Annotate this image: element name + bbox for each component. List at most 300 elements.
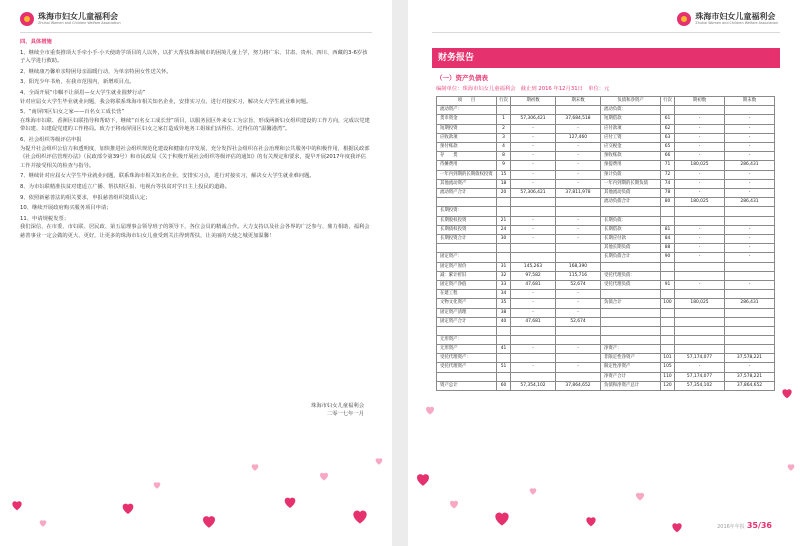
table-cell: 固定资产清理	[437, 308, 497, 317]
table-cell: 8	[497, 152, 511, 161]
heart-icon	[528, 486, 538, 496]
table-row	[437, 244, 775, 253]
table-cell: 预计负债	[601, 170, 661, 179]
table-cell: 180,025	[675, 161, 725, 170]
table-cell: 72	[661, 170, 675, 179]
table-cell: 71	[661, 161, 675, 170]
table-body	[437, 106, 775, 391]
measure-paragraph: 1、继续全市重奏推项大手牵小手·小天使助学项目的人以外，以扩大帮扶珠海城市的困境儿童上学，努力将广东、甘肃、贵州、四川、西藏的3-6岁孩子入学进行救助。	[20, 49, 368, 65]
table-cell: -	[511, 179, 556, 188]
table-cell	[661, 216, 675, 225]
heart-icon	[282, 494, 298, 510]
table-cell: 长期借款	[601, 225, 661, 234]
table-cell	[511, 372, 556, 381]
table-cell	[661, 344, 675, 353]
table-cell	[511, 244, 556, 253]
table-row	[437, 299, 775, 308]
column-header: 期末数	[556, 97, 601, 106]
table-cell	[497, 207, 511, 216]
signature-date: 二零一七年一月	[326, 411, 364, 417]
table-cell: 57,174,077	[675, 372, 725, 381]
table-row	[437, 363, 775, 372]
table-cell	[556, 207, 601, 216]
table-row	[437, 290, 775, 299]
table-cell: 15	[497, 170, 511, 179]
table-cell: -	[556, 143, 601, 152]
table-cell: 受托代理资产：	[437, 354, 497, 363]
table-cell	[437, 372, 497, 381]
table-cell	[661, 290, 675, 299]
table-cell: 长期负债合计	[601, 253, 661, 262]
table-cell: -	[725, 253, 775, 262]
logo-text	[695, 13, 778, 25]
table-cell	[511, 335, 556, 344]
heart-icon	[780, 386, 794, 400]
table-cell: 2	[497, 124, 511, 133]
brand-logo	[20, 12, 121, 26]
table-cell	[675, 327, 725, 336]
heart-icon	[38, 518, 48, 528]
table-cell: 63	[661, 133, 675, 142]
table-cell: -	[725, 143, 775, 152]
heart-icon	[414, 470, 432, 488]
table-cell: -	[556, 152, 601, 161]
table-row	[437, 124, 775, 133]
heart-icon	[448, 498, 460, 510]
table-cell	[725, 271, 775, 280]
table-cell: -	[511, 124, 556, 133]
measure-paragraph: 7、继续针对应届女大学生毕业就业问题，联系珠海市相关知名企业，安排实习点，进行对接实习，解决女大学生就业难问题。	[20, 173, 315, 180]
table-cell: 110	[661, 372, 675, 381]
table-cell	[725, 262, 775, 271]
table-cell: 无形资产：	[437, 335, 497, 344]
table-cell: 78	[661, 189, 675, 198]
heart-icon	[492, 508, 512, 528]
table-row	[437, 354, 775, 363]
table-cell: 47,681	[511, 281, 556, 290]
measure-paragraph: 9、依照新慈善法的相关要求，申报慈善组织资质认定；	[20, 194, 151, 201]
table-cell	[675, 308, 725, 317]
table-row	[437, 235, 775, 244]
table-cell: -	[556, 216, 601, 225]
right-page	[408, 0, 800, 546]
table-cell	[511, 106, 556, 115]
table-cell	[497, 244, 511, 253]
table-cell: 37,811,978	[556, 189, 601, 198]
table-row	[437, 143, 775, 152]
table-cell: 其他长期负债	[601, 244, 661, 253]
table-cell: 90	[661, 253, 675, 262]
table-cell	[725, 207, 775, 216]
table-row	[437, 262, 775, 271]
table-cell: 固定资产合计	[437, 317, 497, 326]
table-row	[437, 216, 775, 225]
table-cell	[437, 198, 497, 207]
table-cell	[511, 198, 556, 207]
table-cell: 净资产：	[601, 344, 661, 353]
table-cell: 负债合计	[601, 299, 661, 308]
table-row	[437, 317, 775, 326]
table-cell: 52,674	[556, 281, 601, 290]
table-cell: 货币资金	[437, 115, 497, 124]
table-cell	[725, 317, 775, 326]
table-cell: -	[725, 281, 775, 290]
logo-emblem-icon	[677, 12, 691, 26]
table-cell	[675, 216, 725, 225]
table-cell	[675, 344, 725, 353]
logo-name-cn: 珠海市妇女儿童福利会	[695, 11, 776, 21]
table-cell: 净资产合计	[601, 372, 661, 381]
table-row	[437, 106, 775, 115]
table-cell: 流动负债合计	[601, 198, 661, 207]
measure-paragraph: 8、为市妇联精准扶贫对建适立广播、帮扶特区报、电视台等扶贫对学日主上投民的道路。	[20, 183, 230, 190]
column-header: 负债和净资产	[601, 97, 661, 106]
table-row	[437, 198, 775, 207]
table-cell: 100	[661, 299, 675, 308]
table-title: （一）资产负债表	[436, 74, 488, 82]
table-cell: 52,674	[556, 317, 601, 326]
table-cell: -	[675, 124, 725, 133]
table-cell: -	[725, 179, 775, 188]
table-row	[437, 335, 775, 344]
heart-icon	[200, 512, 218, 530]
table-cell: 长期投资合计	[437, 235, 497, 244]
table-cell: 91	[661, 281, 675, 290]
heart-icon	[10, 498, 24, 512]
table-cell: 74	[661, 179, 675, 188]
table-cell	[661, 207, 675, 216]
table-row	[437, 253, 775, 262]
table-cell: 286,431	[725, 299, 775, 308]
table-cell	[601, 335, 661, 344]
table-cell: -	[511, 363, 556, 372]
table-cell: 41	[497, 344, 511, 353]
table-cell: 长期投资：	[437, 207, 497, 216]
table-cell	[661, 335, 675, 344]
table-cell: -	[556, 225, 601, 234]
table-cell	[661, 327, 675, 336]
table-cell: 21	[497, 216, 511, 225]
table-row	[437, 372, 775, 381]
logo-name-en: Zhuhai Women and Children Welfare Association	[38, 20, 121, 25]
table-cell: -	[675, 115, 725, 124]
table-cell: 负债和净资产总计	[601, 381, 661, 390]
table-cell	[675, 290, 725, 299]
table-cell: 20	[497, 189, 511, 198]
table-cell: -	[556, 179, 601, 188]
table-cell: 固定资产：	[437, 253, 497, 262]
table-cell: 30	[497, 235, 511, 244]
table-cell: 57,306,421	[511, 189, 556, 198]
table-cell: 37,864,652	[556, 381, 601, 390]
table-row	[437, 133, 775, 142]
table-cell	[497, 372, 511, 381]
table-cell	[556, 327, 601, 336]
table-cell: -	[556, 161, 601, 170]
column-header: 期初数	[511, 97, 556, 106]
table-cell	[511, 207, 556, 216]
table-cell: -	[556, 170, 601, 179]
table-cell: -	[675, 225, 725, 234]
table-cell: 65	[661, 143, 675, 152]
table-cell: -	[725, 124, 775, 133]
table-cell: -	[511, 225, 556, 234]
table-cell: 40	[497, 317, 511, 326]
table-cell	[511, 327, 556, 336]
table-row	[437, 344, 775, 353]
table-cell	[556, 106, 601, 115]
table-cell: 1	[497, 115, 511, 124]
table-cell: 流动负债：	[601, 106, 661, 115]
table-cell	[725, 216, 775, 225]
heart-icon	[584, 514, 598, 528]
table-cell: 57,354,102	[675, 381, 725, 390]
heart-icon	[374, 456, 384, 466]
measure-paragraph: 11、申请规税发票； 我们深信，在市委、市妇联、居民政、第五届理事会领导班子的领导下，各位会员的精诚合作。大力支持以及社会各界的广泛参与、鼎力相助，福利会慈善事业一定会做的更大、更好，让更多的珠海市妇女儿童受到关注得到帮扶，让美丽的天使之城更加温馨！	[20, 215, 370, 239]
financial-report-header: 财务报告	[432, 48, 780, 68]
table-cell: 9	[497, 161, 511, 170]
table-cell: 一年内到期的长期债权投资	[437, 170, 497, 179]
table-cell: -	[556, 124, 601, 133]
table-cell	[661, 106, 675, 115]
table-cell: 127,460	[556, 133, 601, 142]
table-cell: -	[725, 133, 775, 142]
table-cell: -	[725, 235, 775, 244]
table-cell: 应付款项	[601, 124, 661, 133]
table-cell	[725, 106, 775, 115]
table-cell: -	[725, 170, 775, 179]
table-cell: 18	[497, 179, 511, 188]
measure-paragraph: 6、社会组织等级评估申报 为提升社会组织公信力和透明度，加快推进社会组织规范化建设和健康有序发展，充分发挥社会组织在社会治理和公共服务中的积极作用，根据民政部《社会组织评估管理办法》（民政部令第39号）和市民政局《关于积极开展社会组织等级评估的通知》的有关规定和要求，提早开展2017年度我评估工作并接受相关的检查与指导。	[20, 136, 370, 169]
table-cell: 文物文化资产	[437, 299, 497, 308]
table-cell	[661, 271, 675, 280]
column-header: 行次	[661, 97, 675, 106]
table-cell: 一年内到期的长期负债	[601, 179, 661, 188]
table-cell: 32	[497, 271, 511, 280]
table-row	[437, 271, 775, 280]
table-cell	[601, 327, 661, 336]
table-cell: -	[511, 299, 556, 308]
table-row	[437, 152, 775, 161]
table-cell: 47,681	[511, 317, 556, 326]
table-cell	[661, 308, 675, 317]
table-cell	[497, 198, 511, 207]
table-cell: 81	[661, 225, 675, 234]
table-cell: -	[675, 143, 725, 152]
column-header: 期末数	[725, 97, 775, 106]
table-cell: -	[511, 152, 556, 161]
table-cell	[601, 207, 661, 216]
table-row	[437, 179, 775, 188]
table-cell: 预付账款	[437, 143, 497, 152]
heart-icon	[670, 520, 684, 534]
table-cell: 资产总计	[437, 381, 497, 390]
heart-icon	[250, 462, 260, 472]
table-cell: -	[725, 152, 775, 161]
table-cell: 4	[497, 143, 511, 152]
table-cell: 37,864,652	[725, 381, 775, 390]
table-cell	[661, 317, 675, 326]
table-cell: -	[675, 189, 725, 198]
table-cell	[511, 253, 556, 262]
measure-paragraph: 10、继续开展政府购买服务项目申请；	[20, 205, 112, 212]
table-cell: 115,716	[556, 271, 601, 280]
table-row	[437, 381, 775, 390]
column-header: 行次	[497, 97, 511, 106]
table-cell: 51	[497, 363, 511, 372]
table-cell: 61	[661, 115, 675, 124]
header-rule	[432, 32, 780, 33]
table-cell: 长期债权投资	[437, 225, 497, 234]
table-cell: 57,306,421	[511, 115, 556, 124]
table-cell: -	[725, 244, 775, 253]
table-cell: 57,174,077	[675, 354, 725, 363]
table-cell: 流动资产合计	[437, 189, 497, 198]
table-cell: 固定资产原价	[437, 262, 497, 271]
table-cell: 短期借款	[601, 115, 661, 124]
heart-icon	[424, 404, 436, 416]
table-cell: 在建工程	[437, 290, 497, 299]
table-cell: 24	[497, 225, 511, 234]
brand-logo	[677, 12, 778, 26]
table-cell: 286,431	[725, 198, 775, 207]
paragraph-list	[20, 49, 370, 241]
table-cell	[437, 327, 497, 336]
balance-sheet-table	[436, 96, 775, 391]
table-cell: 105	[661, 363, 675, 372]
table-cell	[601, 290, 661, 299]
page-label: 2016年年报	[717, 524, 745, 530]
table-cell	[556, 354, 601, 363]
table-cell: 37,578,221	[725, 372, 775, 381]
table-cell: 286,431	[725, 161, 775, 170]
table-cell: 应交税金	[601, 143, 661, 152]
table-cell: -	[511, 344, 556, 353]
table-cell: 长期应付款	[601, 235, 661, 244]
table-cell	[675, 106, 725, 115]
table-cell: -	[725, 115, 775, 124]
table-cell	[675, 207, 725, 216]
table-cell: 受托代理负债：	[601, 271, 661, 280]
table-cell: -	[675, 244, 725, 253]
table-cell: -	[725, 363, 775, 372]
logo-name-en: Zhuhai Women and Children Welfare Association	[695, 20, 778, 25]
table-cell	[725, 327, 775, 336]
table-cell: 限定性净资产	[601, 363, 661, 372]
table-cell	[497, 106, 511, 115]
header-rule	[20, 32, 372, 33]
table-cell	[497, 335, 511, 344]
table-cell	[497, 253, 511, 262]
page-number	[717, 521, 772, 530]
table-cell: 31	[497, 262, 511, 271]
table-cell	[725, 344, 775, 353]
table-cell: -	[675, 170, 725, 179]
table-cell: 66	[661, 152, 675, 161]
table-row	[437, 308, 775, 317]
table-cell	[497, 327, 511, 336]
table-cell	[725, 290, 775, 299]
table-cell: 80	[661, 198, 675, 207]
measure-paragraph: 2、继续康乃馨单亲特困母亲温暖行动，为单亲特困女性送关怀。	[20, 68, 172, 75]
section-title: 四、具体措施	[20, 39, 52, 45]
table-cell	[601, 317, 661, 326]
table-cell: -	[511, 161, 556, 170]
table-row	[437, 207, 775, 216]
table-cell: 145,263	[511, 262, 556, 271]
table-cell: 非限定性净资产	[601, 354, 661, 363]
table-cell: -	[556, 235, 601, 244]
table-cell: -	[511, 216, 556, 225]
table-cell	[601, 308, 661, 317]
table-cell	[725, 308, 775, 317]
table-cell: -	[675, 253, 725, 262]
heart-icon	[634, 490, 646, 502]
table-cell: 受托代理负债	[601, 281, 661, 290]
table-cell	[556, 335, 601, 344]
table-cell: 34	[497, 290, 511, 299]
table-cell: 62	[661, 124, 675, 133]
table-cell: -	[556, 363, 601, 372]
table-cell: -	[675, 179, 725, 188]
table-cell: 60	[497, 381, 511, 390]
table-cell: 其他流动负债	[601, 189, 661, 198]
table-cell	[675, 317, 725, 326]
table-cell	[556, 253, 601, 262]
table-cell: 37,578,221	[725, 354, 775, 363]
table-cell: 88	[661, 244, 675, 253]
table-cell: 38	[497, 308, 511, 317]
heart-icon	[318, 470, 330, 482]
table-cell: 短期投资	[437, 124, 497, 133]
table-cell	[675, 262, 725, 271]
heart-icon	[786, 462, 796, 472]
table-header-row	[437, 97, 775, 106]
table-cell: -	[511, 308, 556, 317]
table-cell: 37,684,518	[556, 115, 601, 124]
table-cell	[661, 262, 675, 271]
table-cell: -	[725, 225, 775, 234]
logo-emblem-icon	[20, 12, 34, 26]
table-cell: 57,354,102	[511, 381, 556, 390]
column-header: 期初数	[675, 97, 725, 106]
table-cell: -	[675, 133, 725, 142]
table-cell: 97,582	[511, 271, 556, 280]
table-cell: -	[556, 344, 601, 353]
page-number-value: 35/36	[746, 521, 772, 530]
measure-paragraph: 4、全面开展“巾帼不让须眉—女大学生就业圆梦行动” 针对应届女大学生毕业就业问题，我会将联系珠海市相关知名企业，安排实习点，进行对接实习，解决女大学生就业难问题。	[20, 89, 312, 105]
table-cell: 其他流动资产	[437, 179, 497, 188]
table-cell: -	[511, 290, 556, 299]
table-cell: 180,025	[675, 198, 725, 207]
table-cell: 84	[661, 235, 675, 244]
table-row	[437, 161, 775, 170]
table-cell: -	[675, 281, 725, 290]
table-cell: -	[675, 235, 725, 244]
measures-section	[20, 38, 370, 240]
table-cell	[497, 354, 511, 363]
table-row	[437, 115, 775, 124]
table-cell: 33	[497, 281, 511, 290]
table-cell: 预提费用	[601, 161, 661, 170]
measure-paragraph: 5、“南屏四区妇女之家——百名女工成长营” 在珠海市妇联、香洲区妇联指导和帮助下，继续“百名女工成长营”项目，以服务园区外来女工为宗旨，形成两新妇女组织建设的工作方向，完成以党建带妇建、妇建促党建的工作格局。致力于将南屏园区妇女之家打造成异地务工姐妹们活得住、过得住的“温馨港湾”。	[20, 109, 370, 133]
table-cell: 120	[661, 381, 675, 390]
table-cell	[725, 335, 775, 344]
table-cell	[601, 262, 661, 271]
table-cell	[675, 335, 725, 344]
table-cell: -	[511, 133, 556, 142]
measure-paragraph: 3、阳光少年书角，在我市范围内，新增项目点。	[20, 79, 135, 86]
